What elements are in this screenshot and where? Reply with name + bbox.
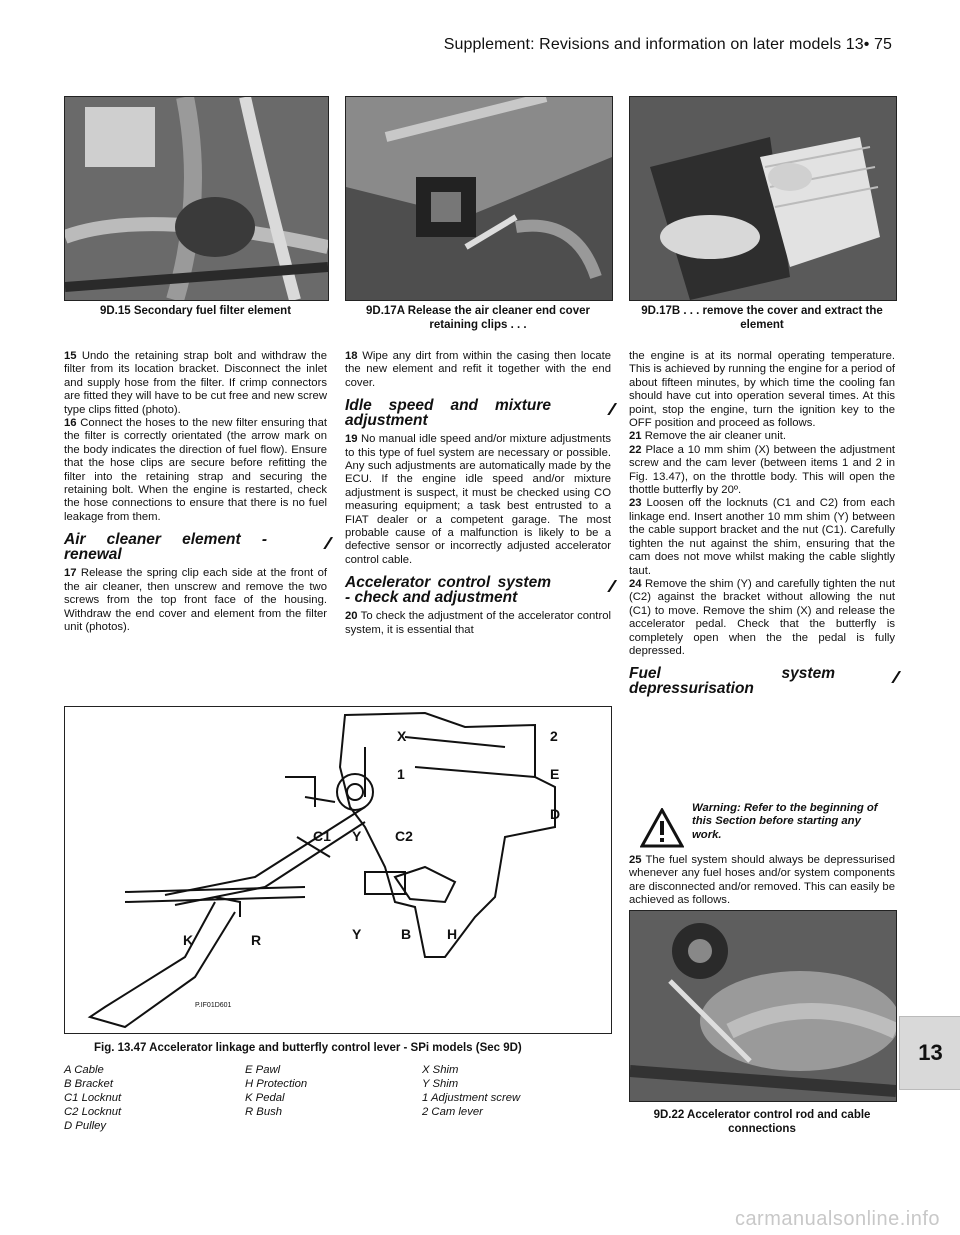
warning-text: Warning: Refer to the beginning of this Section before starting any work. bbox=[692, 802, 878, 841]
photo-accelerator-rod bbox=[629, 910, 897, 1102]
diagram-code: P.IF01D601 bbox=[195, 1002, 232, 1009]
section-heading-idle-speed: Idle speed and mixture adjustment bbox=[345, 397, 551, 430]
warning-box bbox=[640, 802, 892, 842]
figure-legend-col-3: X Shim Y Shim 1 Adjustment screw 2 Cam lever bbox=[422, 1064, 521, 1118]
diagram-label-K: K bbox=[183, 932, 194, 948]
paragraph-18: 18 Wipe any dirt from within the casing then locate the new element and refit it together with the end cover. bbox=[345, 350, 611, 389]
photo-caption: 9D.15 Secondary fuel filter element bbox=[99, 305, 292, 317]
text-column-3-continued bbox=[629, 854, 895, 908]
paragraph-15: 15 Undo the retaining strap bolt and withdraw the filter from its location bracket. Disconnect the inlet and supply hose from the filter. If crimp connectors are fitted they will have to be cut free and new screw type clips fitted (photo). bbox=[64, 350, 327, 416]
diagram-label-E: E bbox=[550, 766, 560, 782]
diagram-label-D: D bbox=[550, 806, 561, 822]
diagram-label-H: H bbox=[447, 926, 458, 942]
paragraph-23: 23 Loosen off the locknuts (C1 and C2) from each linkage end. Insert another 10 mm shim (Y) between the cable support bracket and the nut (C1). Carefully tighten the nut against the shim, ensuring that the cam does not move whilst making the cable slightly taut. bbox=[629, 497, 895, 577]
paragraph-24: 24 Remove the shim (Y) and carefully tighten the nut (C2) against the bracket without allowing the nut (C1) to move. Remove the shim (X) and release the accelerator pedal. Check that the butterfly is completely open when the the pedal is fully depressed. bbox=[629, 577, 895, 657]
photo-caption: 9D.22 Accelerator control rod and cable connections bbox=[653, 1109, 871, 1135]
diagram-label-Y-lower: Y bbox=[352, 926, 362, 942]
figure-legend-col-1: A Cable B Bracket C1 Locknut C2 Locknut D Pulley bbox=[64, 1064, 122, 1132]
page-header: Supplement: Revisions and information on later models 13• 75 bbox=[443, 36, 892, 53]
warning-triangle-icon bbox=[640, 808, 684, 848]
section-heading-air-cleaner: Air cleaner element - renewal bbox=[64, 531, 267, 564]
diagram-label-Y: Y bbox=[352, 828, 362, 844]
diagram-label-C2: C2 bbox=[395, 828, 413, 844]
diagram-label-1: 1 bbox=[397, 766, 405, 782]
diagram-label-B: B bbox=[401, 926, 412, 942]
section-heading-accelerator: Accelerator control system - check and adjustment bbox=[345, 574, 551, 607]
text-column-1 bbox=[64, 350, 327, 634]
diagram-label-R: R bbox=[251, 932, 262, 948]
chapter-tab: 13 bbox=[899, 1016, 960, 1090]
paragraph-25: 25 The fuel system should always be depressurised whenever any fuel hoses and/or system components are disconnected and/or removed. This can easily be achieved as follows. bbox=[629, 854, 895, 907]
figure-caption: Fig. 13.47 Accelerator linkage and butterfly control lever - SPi models (Sec 9D) bbox=[94, 1042, 522, 1054]
photo-caption: 9D.17A Release the air cleaner end cover retaining clips . . . bbox=[366, 305, 590, 331]
figure-legend-col-2: E Pawl H Protection K Pedal R Bush bbox=[245, 1064, 308, 1118]
photo-secondary-fuel-filter bbox=[64, 96, 329, 301]
paragraph-21: 21 Remove the air cleaner unit. bbox=[629, 430, 787, 443]
text-column-3 bbox=[629, 350, 895, 701]
section-heading-fuel-depressurisation: Fuel system depressurisation bbox=[629, 665, 835, 698]
paragraph-19: 19 No manual idle speed and/or mixture adjustments to this type of fuel system are necessary or possible. Any such adjustments are automatically made by the ECU. If the engine idle speed and/or mixture adjustment is suspect, it must be checked using CO measuring equipment; a task best entrusted to a FIAT dealer or a competent garage. The most probable cause of a malfunction is likely to be a defective sensor or incorrectly adjusted accelerator control cable. bbox=[345, 433, 611, 566]
paragraph-16: 16 Connect the hoses to the new filter ensuring that the filter is correctly orientated (the arrow mark on the body indicates the direction of fuel flow). Ensure that the hose clips are secure before refitting the filter into the retaining strap and securing the retaining bolt. When the engine is restarted, check the hose connections to ensure that there is no fuel leakage from them. bbox=[64, 417, 328, 523]
photo-remove-element bbox=[629, 96, 897, 301]
paragraph-20: 20 To check the adjustment of the accelerator control system, it is essential that bbox=[345, 610, 612, 636]
photo-air-cleaner-clips bbox=[345, 96, 613, 301]
text-column-2 bbox=[345, 350, 611, 637]
diagram-label-C1: C1 bbox=[313, 828, 331, 844]
figure-accelerator-linkage bbox=[64, 706, 612, 1034]
paragraph-17: 17 Release the spring clip each side at the front of the air cleaner, then unscrew and remove the two screws from the top front face of the housing. Withdraw the end cover and element from the filter unit (photos). bbox=[64, 567, 328, 633]
diagram-label-X: X bbox=[397, 728, 407, 744]
photo-caption: 9D.17B . . . remove the cover and extract the element bbox=[641, 305, 883, 331]
diagram-label-2: 2 bbox=[550, 728, 558, 744]
linkage-diagram bbox=[65, 707, 611, 1033]
paragraph-20-continued: the engine is at its normal operating temperature. This is achieved by running the engine for a period of about fifteen minutes, by which time the cooling fan should have cut into operation several times. At this point, stop the engine, turn the ignition key to the OFF position and proceed as follows. bbox=[629, 350, 895, 430]
paragraph-22: 22 Place a 10 mm shim (X) between the adjustment screw and the cam lever (between items 1 and 2 in Fig. 13.47), on the throttle body. This will open the thottle butterfly by 20º. bbox=[629, 443, 896, 497]
watermark: carmanualsonline.info bbox=[734, 1208, 940, 1230]
